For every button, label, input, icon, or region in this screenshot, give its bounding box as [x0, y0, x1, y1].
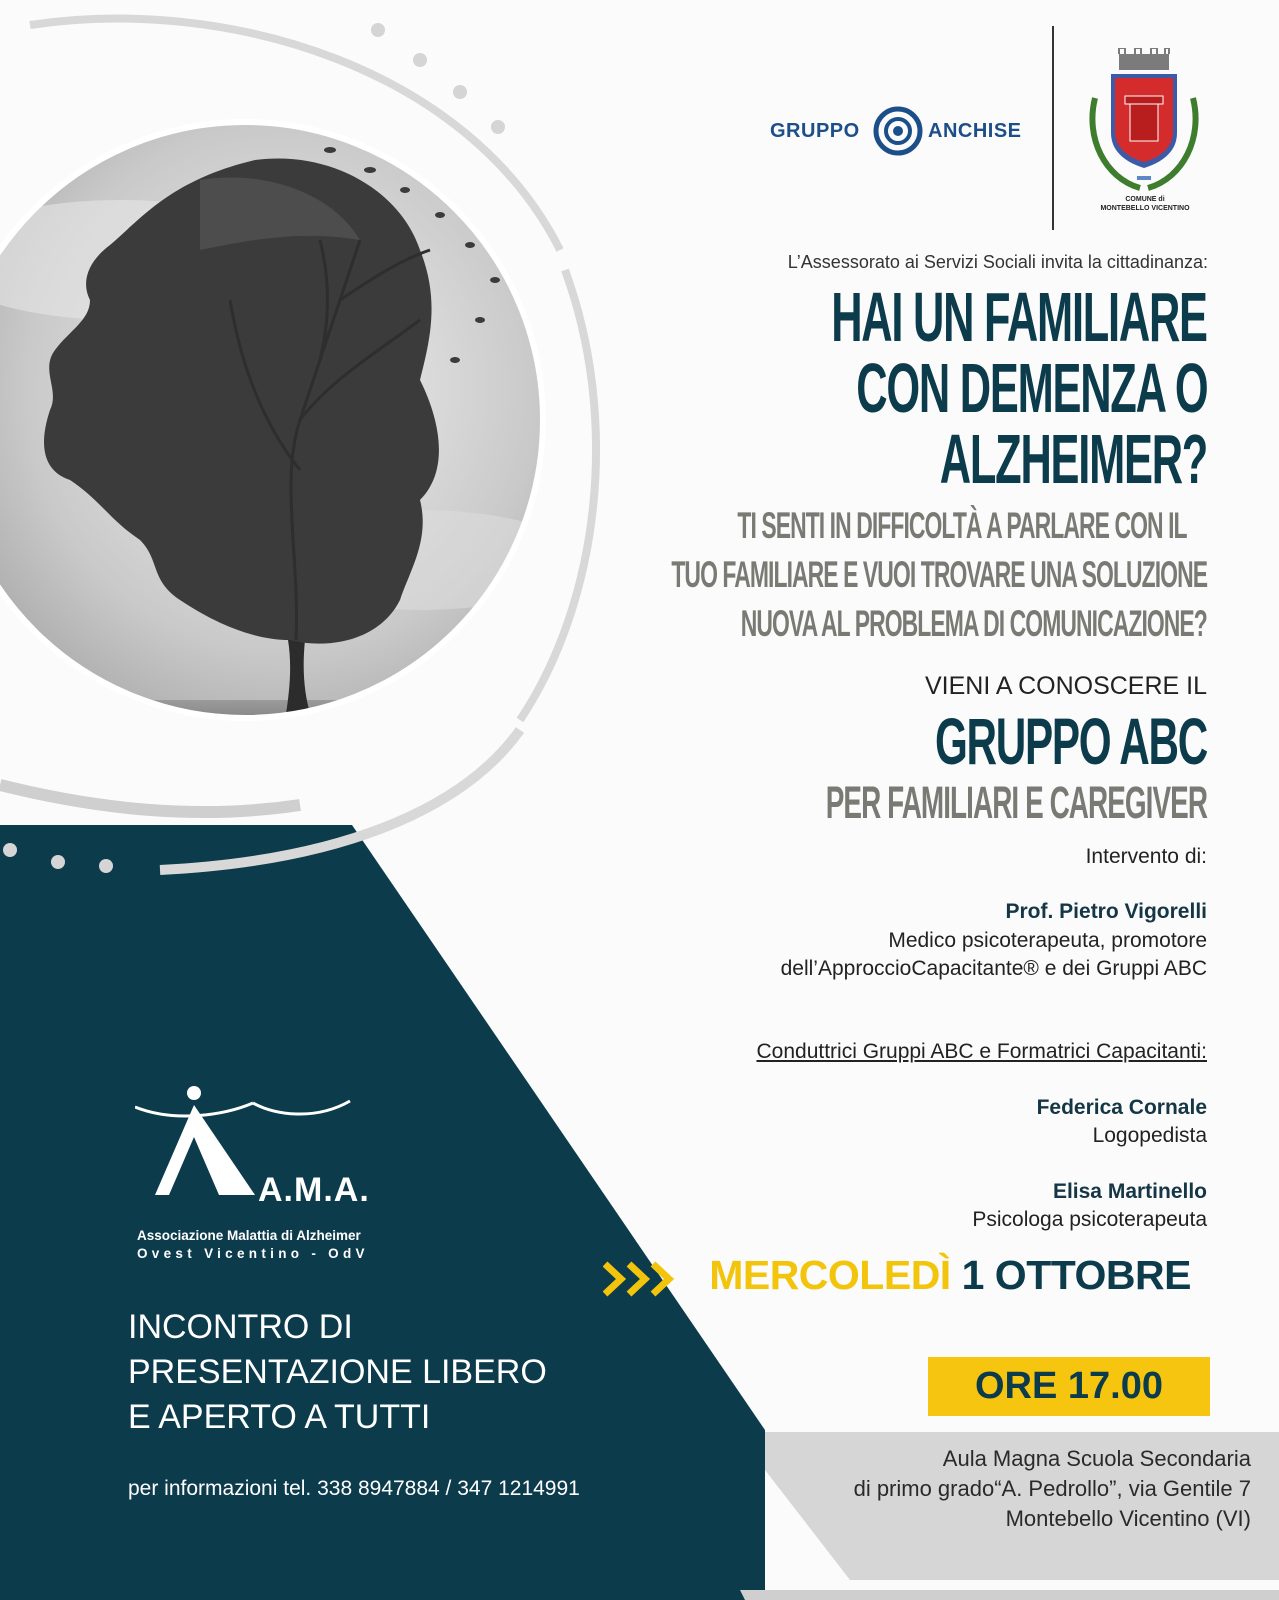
venue-line-2: di primo grado“A. Pedrollo”, via Gentile 7	[853, 1476, 1251, 1501]
venue-line-3: Montebello Vicentino (VI)	[1005, 1506, 1251, 1531]
headline-text-2: CON DEMENZA O	[855, 349, 1207, 427]
headline-text-1: HAI UN FAMILIARE	[831, 278, 1207, 356]
invite-text: L’Assessorato ai Servizi Sociali invita la cittadinanza:	[787, 252, 1208, 272]
conduttrice-1-role: Logopedista	[1092, 1124, 1207, 1147]
anchise-logo-right-text: ANCHISE	[928, 120, 1022, 142]
ama-subtitle-2: Ovest Vicentino - OdV	[137, 1246, 369, 1261]
conduttrice-1-name: Federica Cornale	[1036, 1096, 1207, 1119]
vieni-text: VIENI A CONOSCERE IL	[924, 672, 1207, 700]
headline-text-3: ALZHEIMER?	[939, 420, 1207, 498]
anchise-logo-left-text: GRUPPO	[770, 120, 860, 142]
conduttrice-2-name: Elisa Martinello	[1052, 1180, 1207, 1203]
speaker-role-line-2: dell’ApproccioCapacitante® e dei Gruppi ABC	[780, 957, 1207, 980]
event-time: ORE 17.00	[975, 1365, 1163, 1407]
subheadline-text-2: TUO FAMILIARE E VUOI TROVARE UNA SOLUZIONE	[671, 554, 1207, 595]
speaker-name: Prof. Pietro Vigorelli	[1005, 900, 1207, 923]
conduttrici-label: Conduttrici Gruppi ABC e Formatrici Capacitanti:	[756, 1040, 1207, 1063]
info-phone: per informazioni tel. 338 8947884 / 347 1214991	[128, 1477, 580, 1500]
gruppo-abc-text: GRUPPO ABC	[935, 704, 1207, 778]
subheadline-text-1: TI SENTI IN DIFFICOLTÀ A PARLARE CON IL	[737, 505, 1187, 546]
comune-label: COMUNE di	[1125, 196, 1165, 203]
conduttrice-2-role: Psicologa psicoterapeuta	[972, 1208, 1207, 1231]
ama-subtitle-1: Associazione Malattia di Alzheimer	[137, 1228, 361, 1243]
intervento-label: Intervento di:	[1085, 845, 1207, 868]
event-weekday: MERCOLEDÌ	[709, 1252, 951, 1298]
open-event-line-3: E APERTO A TUTTI	[128, 1398, 431, 1436]
subheadline-text-3: NUOVA AL PROBLEMA DI COMUNICAZIONE?	[740, 603, 1207, 644]
event-day: 1 OTTOBRE	[961, 1252, 1191, 1298]
ama-title: A.M.A.	[258, 1171, 370, 1209]
speaker-role-line-1: Medico psicoterapeuta, promotore	[888, 929, 1207, 952]
comune-name: MONTEBELLO VICENTINO	[1100, 205, 1190, 212]
open-event-line-2: PRESENTAZIONE LIBERO	[128, 1353, 547, 1391]
venue-line-1: Aula Magna Scuola Secondaria	[942, 1446, 1251, 1471]
per-familiari-text: PER FAMILIARI E CAREGIVER	[825, 777, 1207, 828]
open-event-line-1: INCONTRO DI	[128, 1308, 353, 1346]
